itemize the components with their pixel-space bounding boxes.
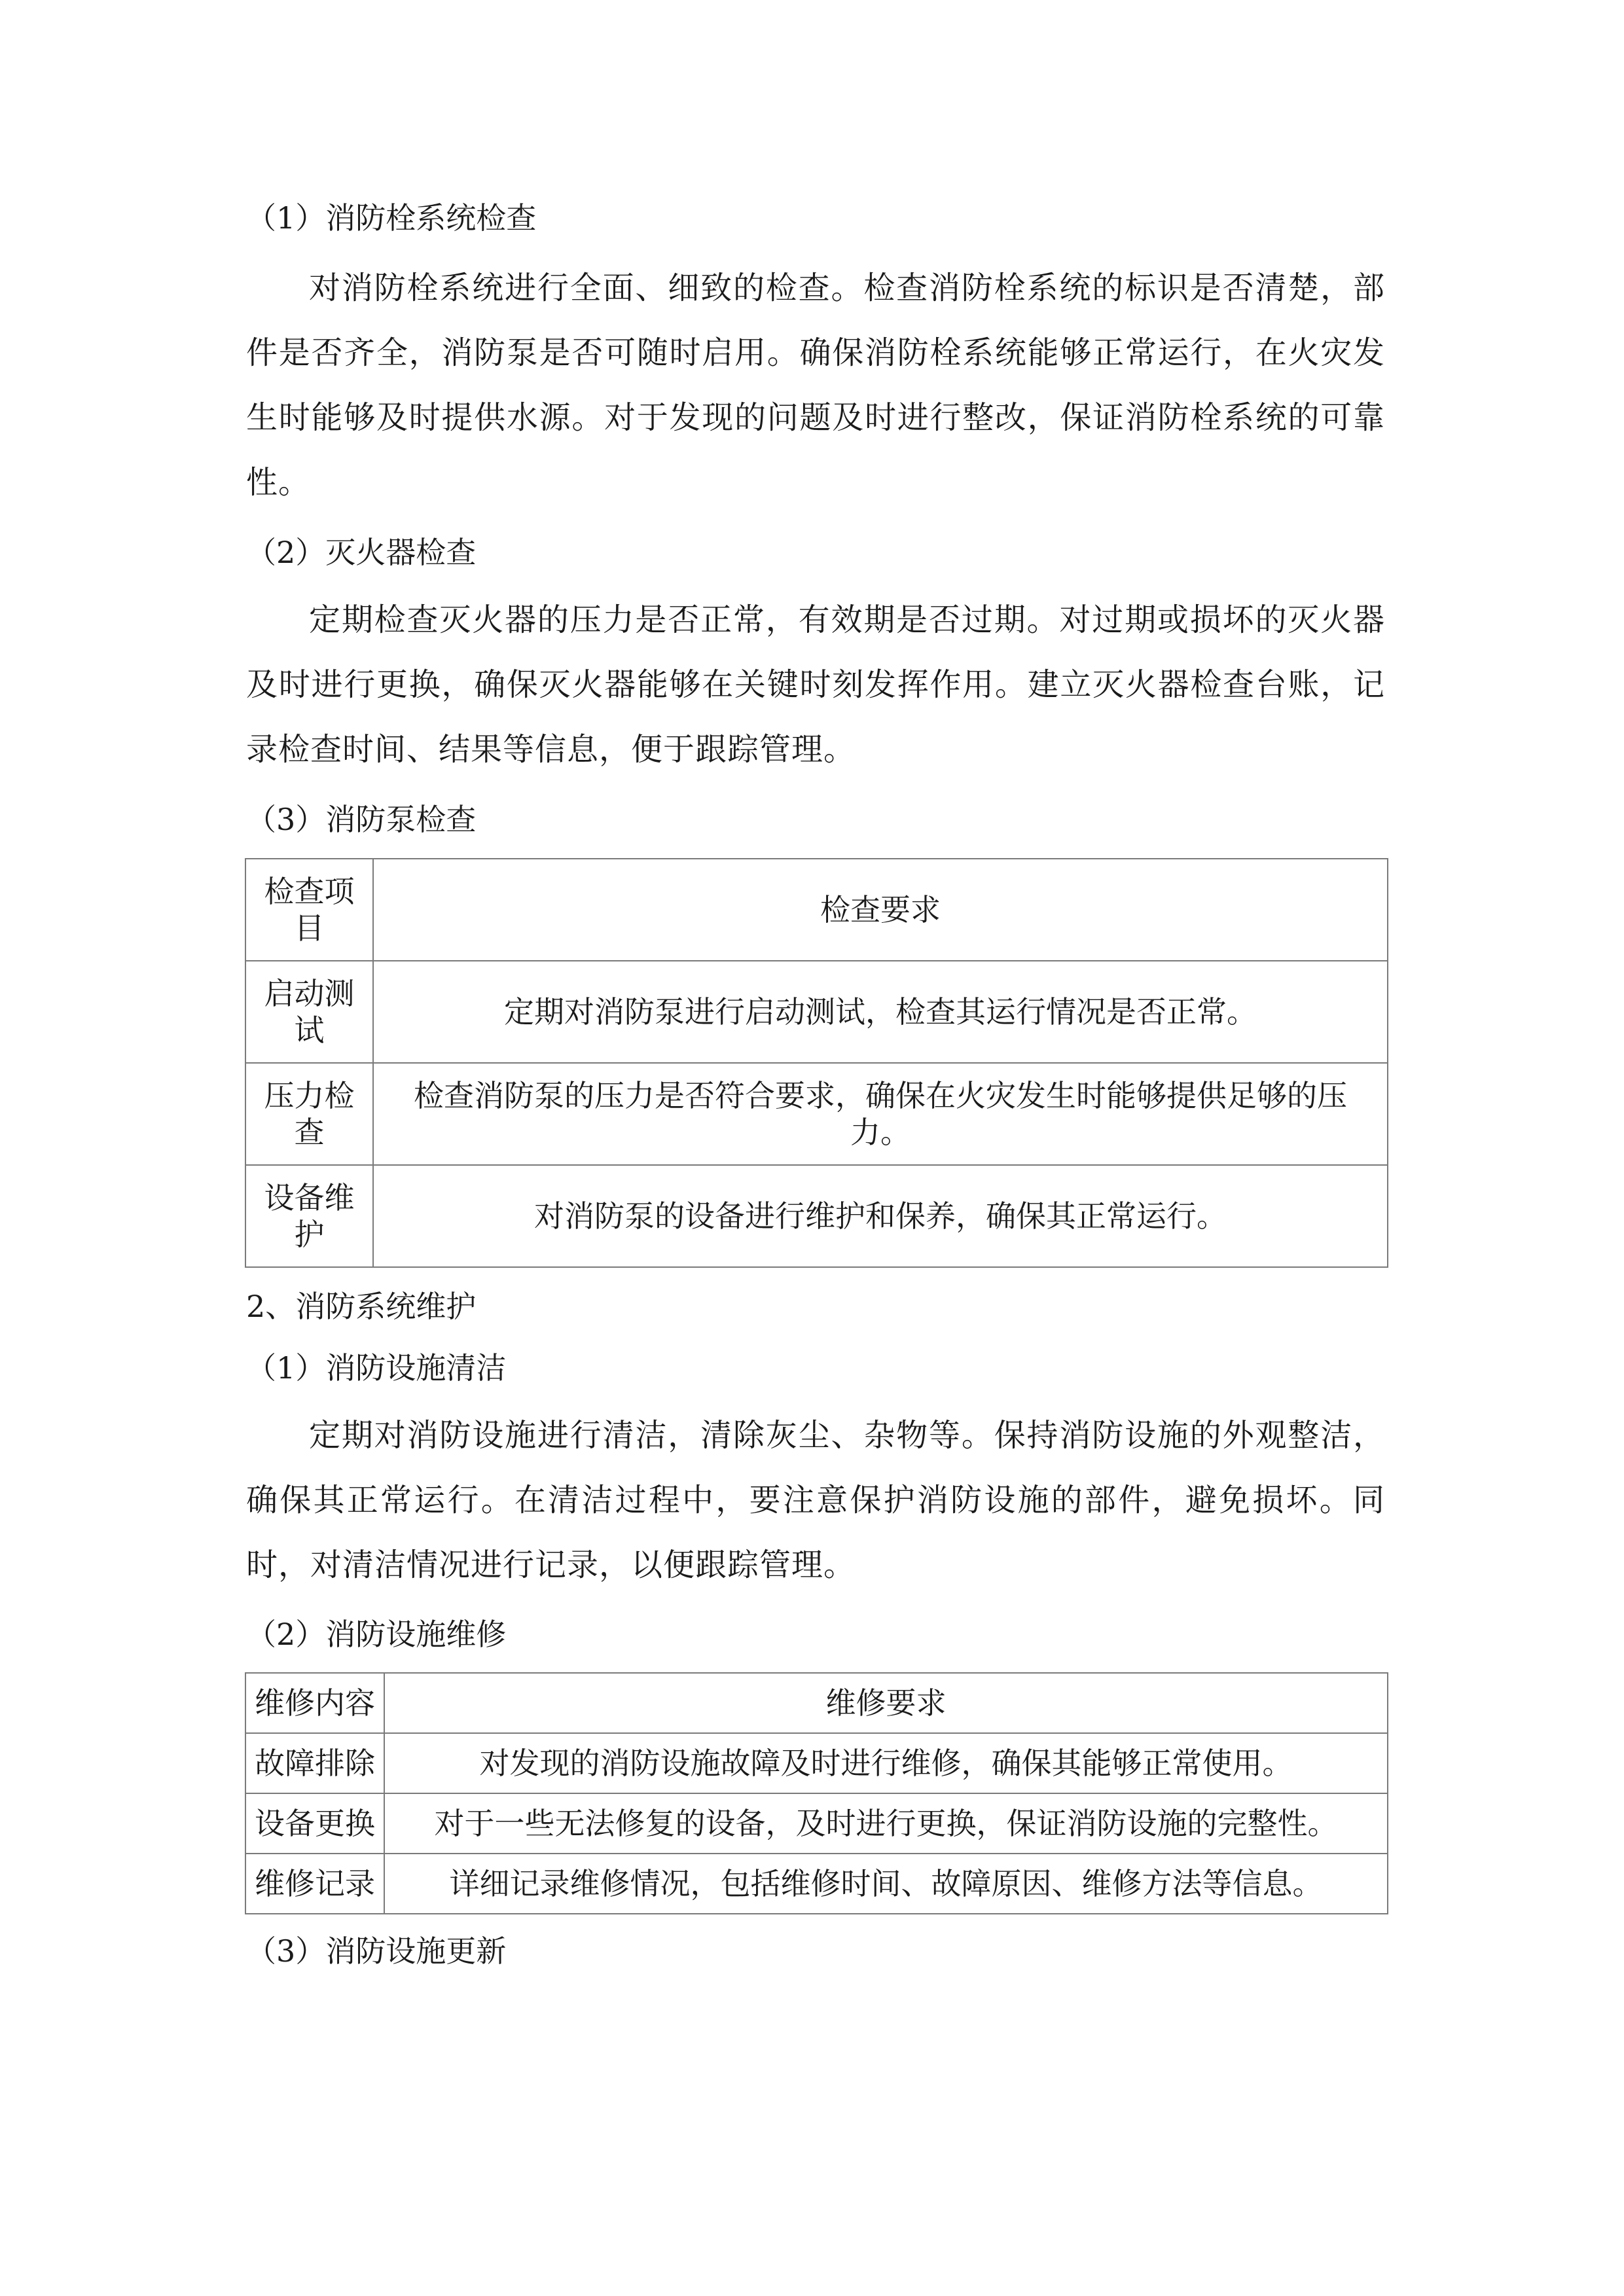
fire-pump-inspection-table <box>245 858 1388 1268</box>
paragraph-extinguisher-inspection: 定期检查灭火器的压力是否正常，有效期是否过期。对过期或损坏的灭火器及时进行更换，确保灭火器能够在关键时刻发挥作用。建立灭火器检查台账，记录检查时间、结果等信息，便于跟踪管理。 <box>246 601 1385 768</box>
heading-facility-renewal: （3）消防设施更新 <box>246 1933 507 1969</box>
table-cell-requirement: 对发现的消防设施故障及时进行维修，确保其能够正常使用。 <box>384 1733 1388 1793</box>
heading-facility-cleaning: （1）消防设施清洁 <box>246 1350 507 1386</box>
table-cell-item: 启动测试 <box>245 961 373 1063</box>
table-cell-requirement: 检查消防泵的压力是否符合要求，确保在火灾发生时能够提供足够的压力。 <box>373 1063 1388 1165</box>
table-cell-requirement: 定期对消防泵进行启动测试，检查其运行情况是否正常。 <box>373 961 1388 1063</box>
table-header-row <box>245 1673 1388 1733</box>
table-cell-item: 维修记录 <box>245 1854 384 1914</box>
table-row <box>245 1854 1388 1914</box>
facility-repair-table <box>245 1672 1388 1914</box>
heading-facility-repair: （2）消防设施维修 <box>246 1617 507 1652</box>
table-cell-item: 压力检查 <box>245 1063 373 1165</box>
heading-fire-system-maintenance: 2、消防系统维护 <box>246 1289 477 1324</box>
table-cell-item: 故障排除 <box>245 1733 384 1793</box>
table-header-cell: 维修要求 <box>384 1673 1388 1733</box>
table-row <box>245 961 1388 1063</box>
table-row <box>245 1793 1388 1854</box>
table-cell-requirement: 对消防泵的设备进行维护和保养，确保其正常运行。 <box>373 1165 1388 1267</box>
paragraph-facility-cleaning: 定期对消防设施进行清洁，清除灰尘、杂物等。保持消防设施的外观整洁，确保其正常运行。在清洁过程中，要注意保护消防设施的部件，避免损坏。同时，对清洁情况进行记录，以便跟踪管理。 <box>246 1417 1385 1583</box>
paragraph-hydrant-inspection: 对消防栓系统进行全面、细致的检查。检查消防栓系统的标识是否清楚，部件是否齐全，消防泵是否可随时启用。确保消防栓系统能够正常运行，在火灾发生时能够及时提供水源。对于发现的问题及时进行整改，保证消防栓系统的可靠性。 <box>246 270 1385 501</box>
table-cell-requirement: 对于一些无法修复的设备，及时进行更换，保证消防设施的完整性。 <box>384 1793 1388 1854</box>
table-header-cell: 检查项目 <box>245 859 373 961</box>
table-header-cell: 检查要求 <box>373 859 1388 961</box>
heading-hydrant-inspection: （1）消防栓系统检查 <box>246 200 537 236</box>
heading-extinguisher-inspection: （2）灭火器检查 <box>246 535 477 570</box>
heading-fire-pump-inspection: （3）消防泵检查 <box>246 802 477 837</box>
table-header-row <box>245 859 1388 961</box>
table-row <box>245 1165 1388 1267</box>
table-cell-item: 设备更换 <box>245 1793 384 1854</box>
table-header-cell: 维修内容 <box>245 1673 384 1733</box>
table-cell-requirement: 详细记录维修情况，包括维修时间、故障原因、维修方法等信息。 <box>384 1854 1388 1914</box>
table-row <box>245 1733 1388 1793</box>
table-row <box>245 1063 1388 1165</box>
table-cell-item: 设备维护 <box>245 1165 373 1267</box>
